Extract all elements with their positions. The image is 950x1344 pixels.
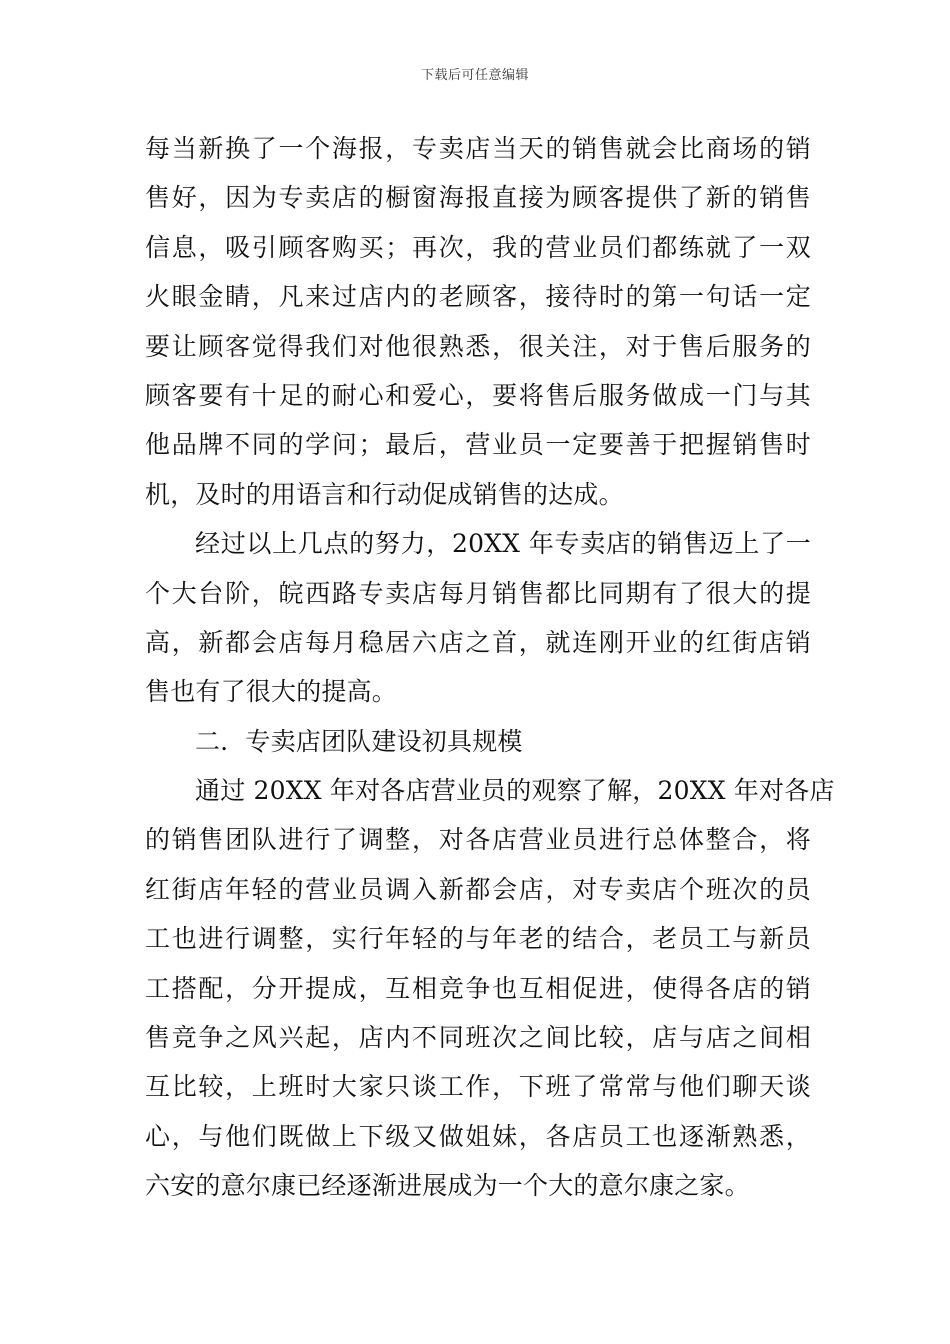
text-line: 工也进行调整，实行年轻的与年老的结合，老员工与新员 — [145, 924, 811, 954]
section-heading — [145, 717, 811, 766]
paragraph-team-building — [145, 766, 835, 1211]
text-line: 机，及时的用语言和行动促成销售的达成。 — [145, 479, 624, 509]
text-line: 售好，因为专卖店的橱窗海报直接为顾客提供了新的销售 — [145, 183, 811, 213]
page-header: 下载后可任意编辑 — [420, 68, 529, 83]
text-line: 工搭配，分开提成，互相竞争也互相促进，使得各店的销 — [145, 973, 811, 1003]
text-line: 顾客要有十足的耐心和爱心，要将售后服务做成一门与其 — [145, 380, 811, 410]
text-line: 个大台阶，皖西路专卖店每月销售都比同期有了很大的提 — [145, 578, 811, 608]
section-heading-text: 二．专卖店团队建设初具规模 — [195, 726, 523, 756]
text-line: 六安的意尔康已经逐渐进展成为一个大的意尔康之家。 — [145, 1171, 750, 1201]
text-line: 要让顾客觉得我们对他很熟悉，很关注，对于售后服务的 — [145, 331, 811, 361]
text-line: 售竞争之风兴起，店内不同班次之间比较，店与店之间相 — [145, 1023, 811, 1053]
text-line: 红街店年轻的营业员调入新都会店，对专卖店个班次的员 — [145, 874, 811, 904]
text-line: 互比较，上班时大家只谈工作，下班了常常与他们聊天谈 — [145, 1072, 811, 1102]
text-line: 通过 20XX 年对各店营业员的观察了解，20XX 年对各店 — [195, 776, 835, 806]
text-line: 的销售团队进行了调整，对各店营业员进行总体整合，将 — [145, 825, 811, 855]
paragraph-sales-results — [145, 519, 811, 717]
text-line: 他品牌不同的学问；最后，营业员一定要善于把握销售时 — [145, 430, 811, 460]
text-line: 高，新都会店每月稳居六店之首，就连刚开业的红街店销 — [145, 627, 811, 657]
text-line: 信息，吸引顾客购买；再次，我的营业员们都练就了一双 — [145, 232, 811, 262]
text-line: 每当新换了一个海报，专卖店当天的销售就会比商场的销 — [145, 134, 811, 163]
text-line: 售也有了很大的提高。 — [145, 677, 398, 707]
text-line: 经过以上几点的努力，20XX 年专卖店的销售迈上了一 — [195, 529, 811, 559]
paragraph-sales-posters — [145, 124, 811, 519]
text-line: 心，与他们既做上下级又做姐妹，各店员工也逐渐熟悉， — [145, 1121, 811, 1151]
text-line: 火眼金睛，凡来过店内的老顾客，接待时的第一句话一定 — [145, 282, 811, 312]
document-body — [145, 124, 835, 1211]
